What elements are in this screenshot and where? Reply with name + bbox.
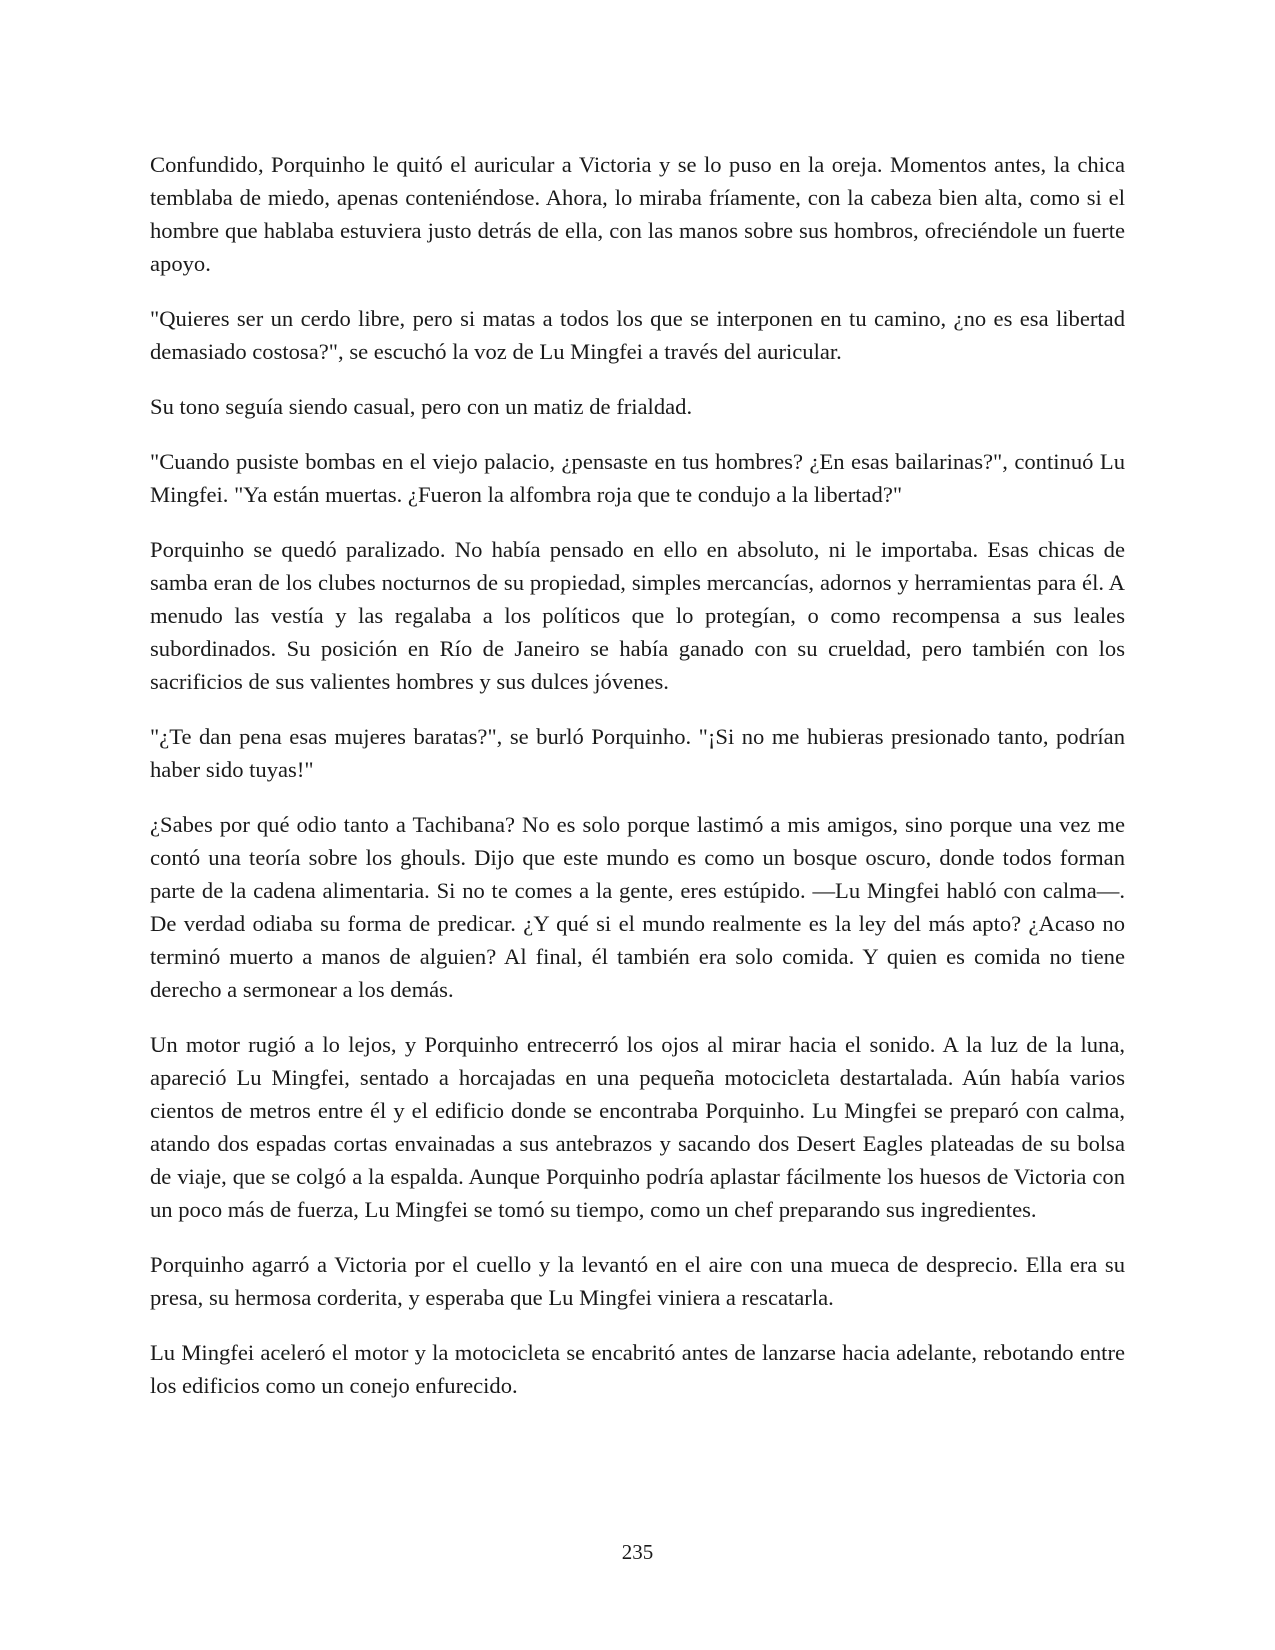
paragraph-4: "Cuando pusiste bombas en el viejo palacio, ¿pensaste en tus hombres? ¿En esas bailarinas?", continuó Lu Mingfei. "Ya están muertas. ¿Fueron la alfombra roja que te condujo a la libertad?" [150,449,1125,507]
paragraph-7: ¿Sabes por qué odio tanto a Tachibana? No es solo porque lastimó a mis amigos, sino porque una vez me contó una teoría sobre los ghouls. Dijo que este mundo es como un bosque oscuro, donde todos forman parte de la cadena alimentaria. Si no te comes a la gente, eres estúpido. —Lu Mingfei habló con calma—. De verdad odiaba su forma de predicar. ¿Y qué si el mundo realmente es la ley del más apto? ¿Acaso no terminó muerto a manos de alguien? Al final, él también era solo comida. Y quien es comida no tiene derecho a sermonear a los demás. [150,812,1125,1002]
paragraph-2: "Quieres ser un cerdo libre, pero si matas a todos los que se interponen en tu camino, ¿no es esa libertad demasiado costosa?", se escuchó la voz de Lu Mingfei a través del auricular. [150,306,1125,364]
body-text [150,148,1125,1424]
paragraph-3: Su tono seguía siendo casual, pero con un matiz de frialdad. [150,394,693,419]
paragraph-6: "¿Te dan pena esas mujeres baratas?", se burló Porquinho. "¡Si no me hubieras presionado tanto, podrían haber sido tuyas!" [150,724,1125,782]
paragraph-10: Lu Mingfei aceleró el motor y la motocicleta se encabritó antes de lanzarse hacia adelante, rebotando entre los edificios como un conejo enfurecido. [150,1340,1125,1398]
paragraph-9: Porquinho agarró a Victoria por el cuello y la levantó en el aire con una mueca de desprecio. Ella era su presa, su hermosa corderita, y esperaba que Lu Mingfei viniera a rescatarla. [150,1252,1125,1310]
paragraph-8: Un motor rugió a lo lejos, y Porquinho entrecerró los ojos al mirar hacia el sonido. A la luz de la luna, apareció Lu Mingfei, sentado a horcajadas en una pequeña motocicleta destartalada. Aún había varios cientos de metros entre él y el edificio donde se encontraba Porquinho. Lu Mingfei se preparó con calma, atando dos espadas cortas envainadas a sus antebrazos y sacando dos Desert Eagles plateadas de su bolsa de viaje, que se colgó a la espalda. Aunque Porquinho podría aplastar fácilmente los huesos de Victoria con un poco más de fuerza, Lu Mingfei se tomó su tiempo, como un chef preparando sus ingredientes. [150,1032,1125,1222]
paragraph-1: Confundido, Porquinho le quitó el auricular a Victoria y se lo puso en la oreja. Momentos antes, la chica temblaba de miedo, apenas conteniéndose. Ahora, lo miraba fríamente, con la cabeza bien alta, como si el hombre que hablaba estuviera justo detrás de ella, con las manos sobre sus hombros, ofreciéndole un fuerte apoyo. [150,152,1125,276]
paragraph-5: Porquinho se quedó paralizado. No había pensado en ello en absoluto, ni le importaba. Esas chicas de samba eran de los clubes nocturnos de su propiedad, simples mercancías, adornos y herramientas para él. A menudo las vestía y las regalaba a los políticos que lo protegían, o como recompensa a sus leales subordinados. Su posición en Río de Janeiro se había ganado con su crueldad, pero también con los sacrificios de sus valientes hombres y sus dulces jóvenes. [150,537,1125,694]
page-number: 235 [621,1540,654,1564]
